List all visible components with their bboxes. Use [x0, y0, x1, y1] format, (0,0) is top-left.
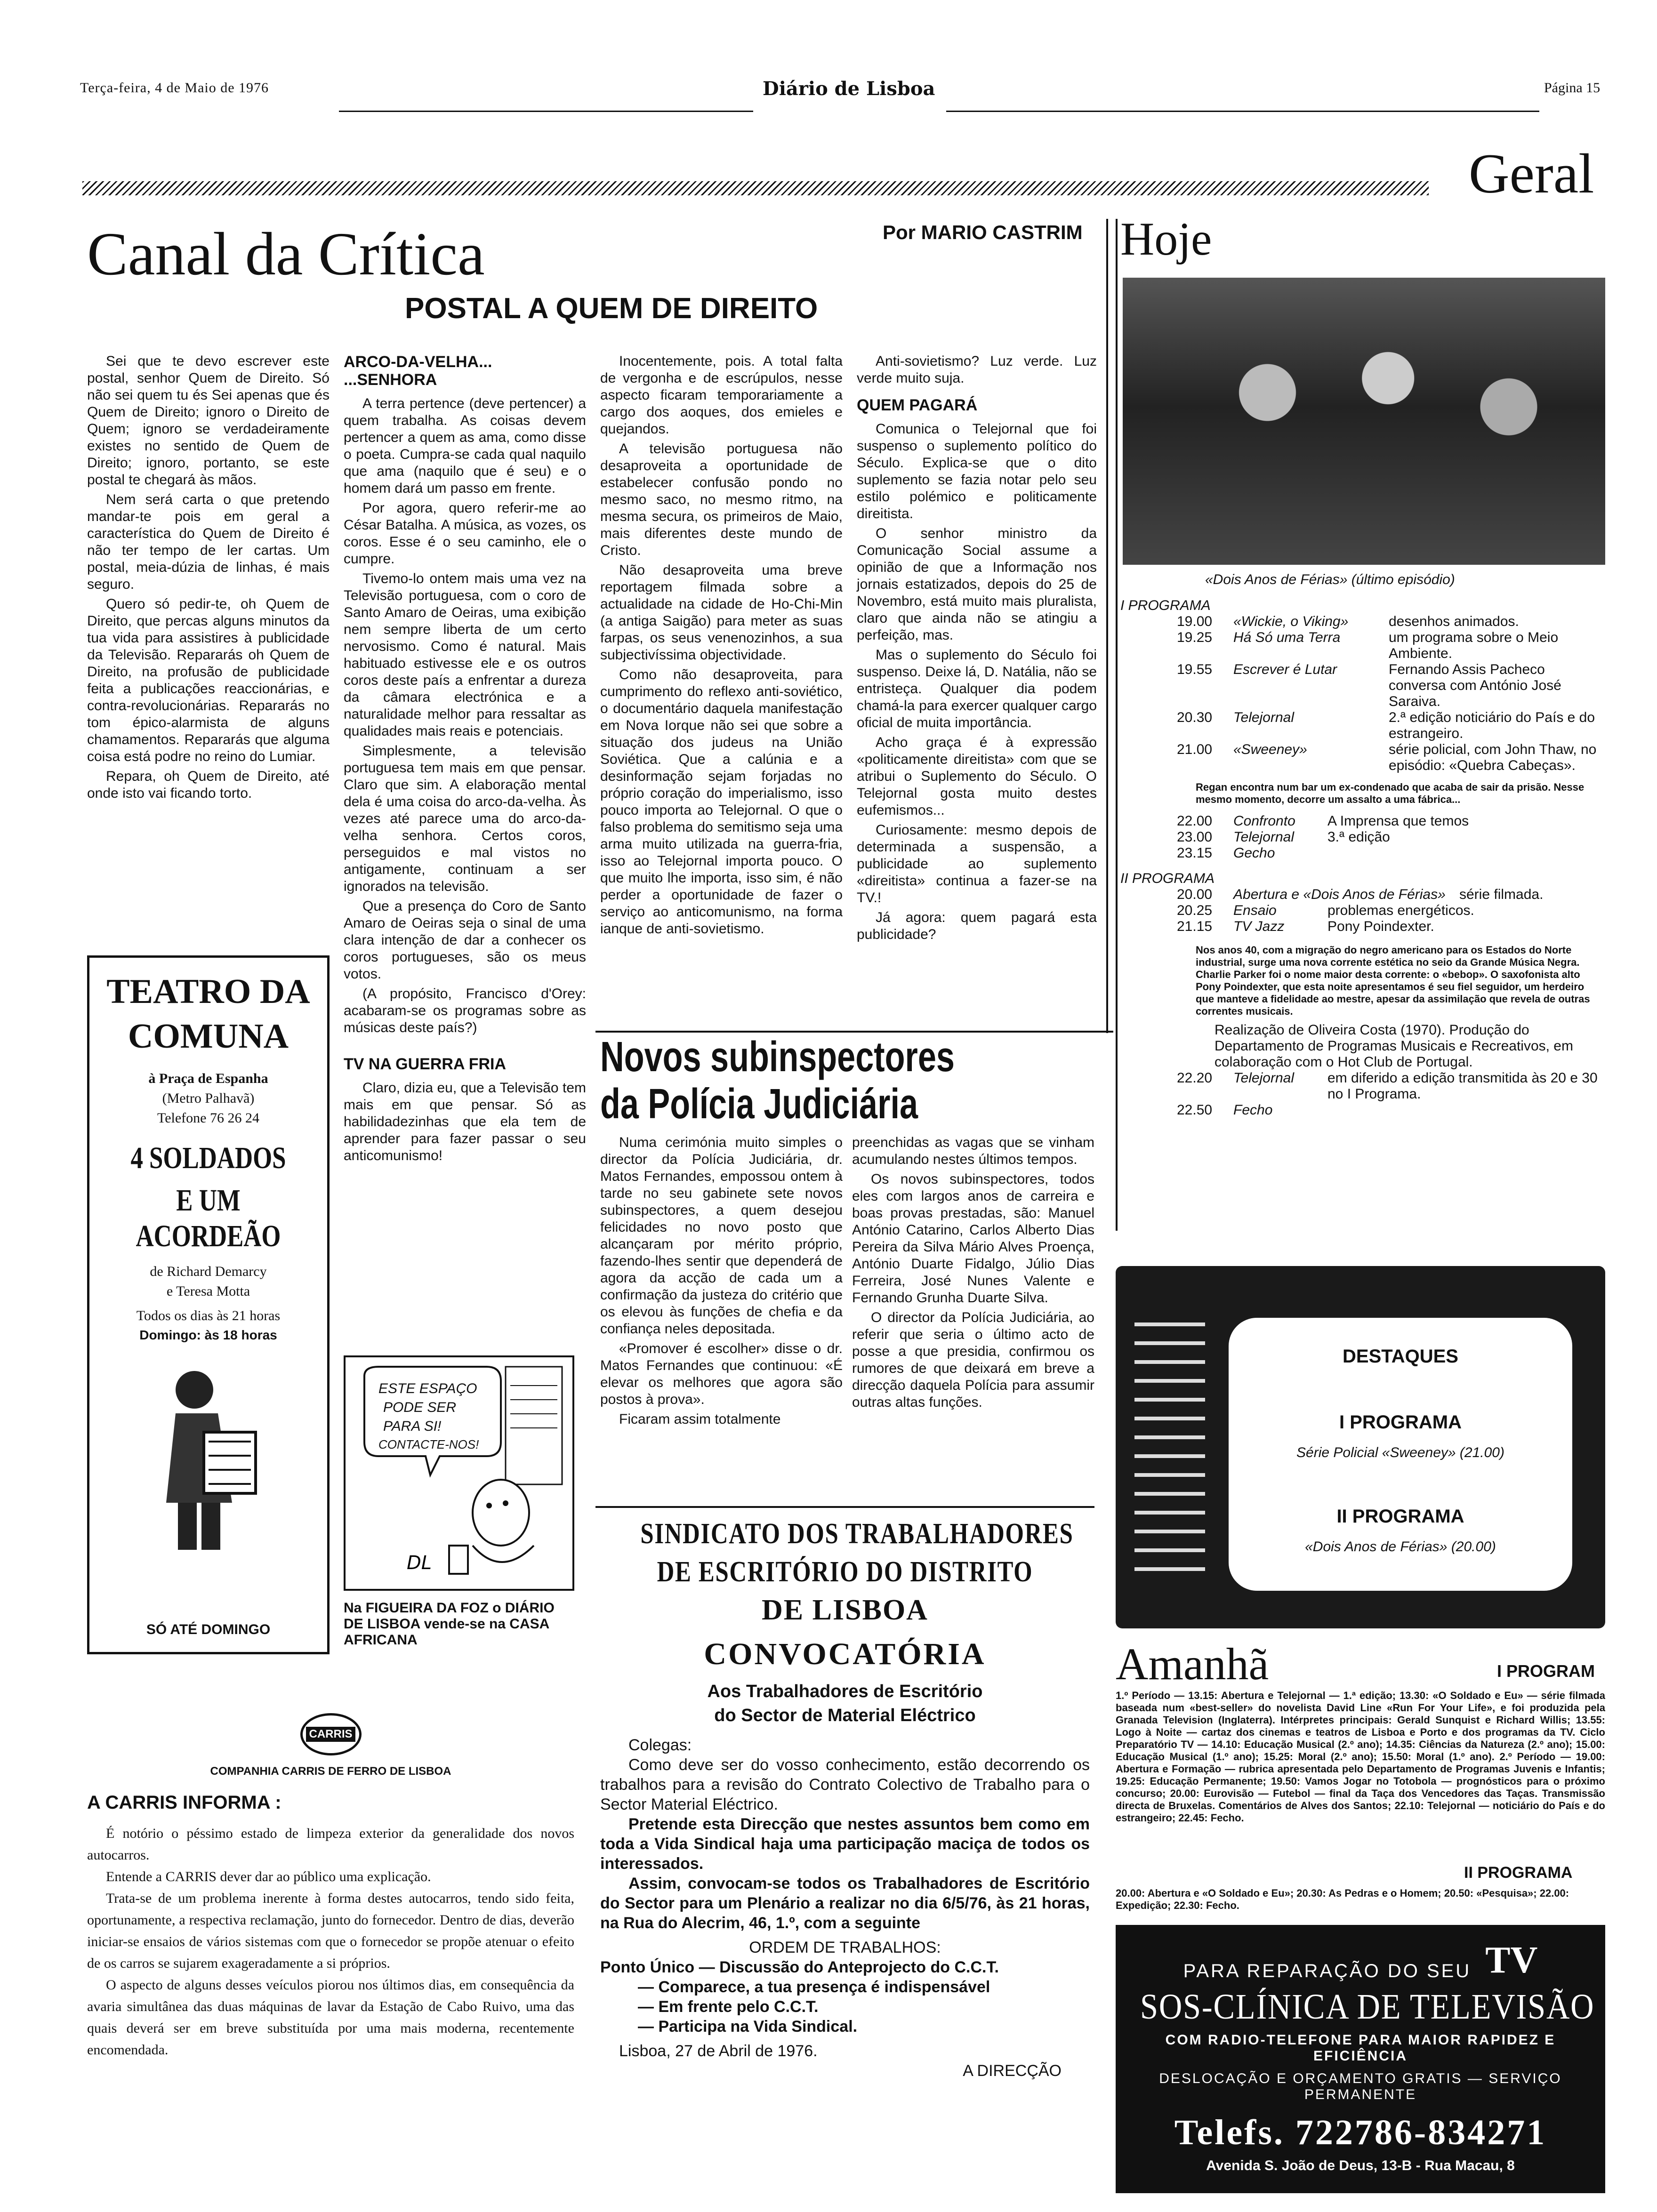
sindicato-sub1: Aos Trabalhadores de Escritório — [707, 1682, 983, 1701]
critica-col3 — [600, 353, 843, 940]
sos-address: Avenida S. João de Deus, 13-B - Rua Macau, 8 — [1206, 2158, 1515, 2173]
listing-name: Abertura e «Dois Anos de Férias» — [1233, 887, 1446, 902]
paragraph: Pretende esta Direcção que nestes assuntos bem como em toda a Vida Sindical haja uma participação maciça de todos os interessados. — [600, 1815, 1090, 1873]
ad-authors-2: e Teresa Motta — [166, 1283, 250, 1299]
destaques-title: DESTAQUES — [1343, 1346, 1458, 1367]
paragraph: Trata-se de um problema inerente à forma destes autocarros, tendo sido feita, oportunamente, a respectiva reclamação, junto do fornecedor. Dentro de dias, deverão iniciar-se ensaios de vários sistemas com que o fornecedor se propõe atenuar o efeito de os carros se sujarem exageradamente a si próprios. — [87, 1891, 574, 1971]
paragraph: preenchidas as vagas que se vinham acumulando nestes últimos tempos. — [852, 1135, 1094, 1167]
sos-line3: COM RADIO-TELEFONE PARA MAIOR RAPIDEZ E EFICIÊNCIA — [1165, 2032, 1556, 2064]
listing-time: 20.00 — [1177, 887, 1213, 902]
bubble-line1: ESTE ESPAÇO — [378, 1381, 477, 1396]
listing-time: 23.15 — [1177, 845, 1213, 861]
listing-note: Regan encontra num bar um ex-condenado que acaba de sair da prisão. Nesse mesmo momento, decorre um assalto a uma fábrica... — [1196, 781, 1585, 805]
paragraph: Tivemo-lo ontem mais uma vez na Televisão portuguesa, com o coro de Santo Amaro de Oeiras, uma exibição nem sempre liberta de um certo nervosismo. Como é natural. Mais habituado estivesse ele e os outros coros deste país a enfrentar a dureza da câmara electrónica e a naturalidade melhor para ressaltar as qualidades mais reais e potenciais. — [344, 571, 586, 739]
pj-col1 — [600, 1134, 843, 1431]
paragraph: O aspecto de alguns desses veículos piorou nos últimos dias, em consequência da avaria simultânea das duas máquinas de lavar da Estação de Cabo Ruivo, uma das quais deverá ser em breve substituída por uma mais moderna, recentemente encomendada. — [87, 1977, 574, 2058]
prog1b-list — [1177, 813, 1605, 861]
listing-desc: 3.ª edição — [1327, 829, 1390, 845]
destaques-p2-item: «Dois Anos de Férias» (20.00) — [1305, 1539, 1496, 1555]
ad-until: SÓ ATÉ DOMINGO — [146, 1622, 271, 1637]
photo-caption: «Dois Anos de Férias» (último episódio) — [1205, 572, 1455, 587]
accordion-player-illustration — [138, 1362, 279, 1555]
cartoon-box — [344, 1355, 574, 1591]
ad-metro: (Metro Palhavã) — [162, 1090, 255, 1106]
carris-logo — [300, 1713, 362, 1755]
pj-headline-1: Novos subinspectores — [600, 1034, 955, 1081]
pj-col2 — [852, 1134, 1094, 1414]
bubble-line2: PODE SER — [383, 1400, 457, 1415]
destaques-tv — [1116, 1266, 1605, 1628]
sindicato-notice — [595, 1506, 1094, 2209]
paragraph: Repara, oh Quem de Direito, até onde isto vai ficando torto. — [87, 769, 330, 801]
paragraph: Como deve ser do vosso conhecimento, estão decorrendo os trabalhos para a revisão do Contrato Colectivo de Trabalho para o Sector Material Eléctrico. — [600, 1756, 1090, 1813]
paragraph: Ficaram assim totalmente — [619, 1411, 781, 1427]
listing-desc — [1327, 845, 1605, 861]
listing-time: 20.25 — [1177, 903, 1213, 918]
listing-credits: Realização de Oliveira Costa (1970). Produção do Departamento de Programas Musicais e Recreativos, em colaboração com o Hot Club de Portugal. — [1215, 1022, 1573, 1070]
sos-line2: SOS-CLÍNICA DE TELEVISÃO — [1140, 1987, 1595, 2027]
listing-name: Ensaio — [1233, 903, 1277, 918]
listing-row — [1177, 829, 1605, 845]
sindicato-bullet1: — Comparece, a tua presença é indispensável — [638, 1978, 990, 1996]
hoje-divider — [1116, 219, 1118, 1231]
listing-row — [1177, 887, 1605, 903]
listing-name: Gecho — [1233, 845, 1275, 861]
ad-address: à Praça de Espanha — [148, 1071, 268, 1086]
teatro-ad — [87, 955, 330, 1654]
paragraph: Nem será carta o que pretendo mandar-te pois em geral a característica do Quem de Direito é não ter tempo de ler cartas. Um postal, meia-dúzia de linhas, é mais seguro. — [87, 492, 330, 592]
paragraph: Entende a CARRIS dever dar ao público uma explicação. — [106, 1869, 431, 1884]
sindicato-body — [595, 1735, 1094, 2081]
listing-time: 22.00 — [1177, 813, 1213, 829]
listing-desc: problemas energéticos. — [1327, 903, 1474, 918]
paragraph: Que a presença do Coro de Santo Amaro de Oeiras seja o sinal de uma clara intenção de dar a conhecer os coros portugueses, são os meus votos. — [344, 898, 586, 982]
listing-desc — [1327, 1102, 1605, 1118]
paragraph: Não desaproveita uma breve reportagem filmada sobre a actualidade na cidade de Ho-Chi-Min (a antiga Saigão) para meter as suas farpas, os seus venenozinhos, a sua subjectivíssima objectividade. — [600, 562, 843, 663]
column-title: Canal da Crítica — [87, 220, 485, 288]
paragraph: Por agora, quero referir-me ao César Batalha. A música, as vozes, os coros. Esse é o seu caminho, ele o cumpre. — [344, 500, 586, 567]
destaques-p1: I PROGRAMA — [1339, 1412, 1462, 1433]
sindicato-ponto: Ponto Único — Discussão do Anteprojecto do C.C.T. — [600, 1958, 999, 1976]
sindicato-line1: SINDICATO DOS TRABALHADORES — [640, 1518, 1074, 1550]
critica-col1 — [87, 353, 330, 805]
header-rule-left — [339, 111, 753, 112]
tv-still-photo — [1123, 278, 1605, 565]
listing-desc: desenhos animados. — [1389, 614, 1519, 629]
hoje-title: Hoje — [1120, 213, 1212, 265]
listing-desc: 2.ª edição noticiário do País e do estrangeiro. — [1389, 710, 1595, 741]
subhead: QUEM PAGARÁ — [857, 396, 978, 414]
paragraph: Inocentemente, pois. A total falta de vergonha e de escrúpulos, nesse aspecto ficaram temporariamente a cargo dos aoques, dos emieles e quejandos. — [600, 353, 843, 437]
ad-play-line2: E UM ACORDEÃO — [136, 1183, 281, 1253]
prog2-list — [1177, 887, 1605, 935]
listing-time: 19.00 — [1177, 614, 1213, 629]
listing-name: Fecho — [1233, 1102, 1273, 1118]
amanha-title: Amanhã — [1116, 1639, 1269, 1689]
listing-desc: série policial, com John Thaw, no episódio: «Quebra Cabeças». — [1389, 742, 1597, 773]
sos-line4: DESLOCAÇÃO E ORÇAMENTO GRATIS — SERVIÇO PERMANENTE — [1159, 2071, 1562, 2102]
prog2b-list — [1177, 1070, 1605, 1118]
sindicato-line2: DE ESCRITÓRIO DO DISTRITO — [657, 1556, 1033, 1588]
listing-desc: Pony Poindexter. — [1327, 919, 1434, 934]
ad-play-line1: 4 SOLDADOS — [130, 1141, 286, 1175]
sindicato-line3: DE LISBOA — [762, 1594, 928, 1626]
listing-row — [1177, 845, 1605, 861]
listing-desc: em diferido a edição transmitida às 20 e 30 no I Programa. — [1327, 1070, 1598, 1102]
sos-tv: TV — [1485, 1940, 1538, 1981]
listing-name: Telejornal — [1233, 1070, 1294, 1086]
listing-time: 20.30 — [1177, 710, 1213, 725]
critica-col2 — [344, 353, 586, 1167]
masthead: Diário de Lisboa — [763, 78, 935, 100]
cartoon-caption: Na FIGUEIRA DA FOZ o DIÁRIO DE LISBOA vende-se na CASA AFRICANA — [344, 1600, 555, 1648]
listing-row — [1177, 1102, 1605, 1118]
listing-row — [1177, 710, 1605, 742]
amanha-prog1-label: I PROGRAM — [1497, 1661, 1595, 1681]
amanha-prog2-label: II PROGRAMA — [1464, 1864, 1573, 1882]
sindicato-ordem: ORDEM DE TRABALHOS: — [749, 1939, 941, 1956]
sindicato-sign: A DIRECÇÃO — [963, 2062, 1062, 2080]
listing-row — [1177, 630, 1605, 662]
sindicato-date: Lisboa, 27 de Abril de 1976. — [619, 2042, 818, 2060]
prog-label: I PROGRAMA — [1120, 598, 1211, 613]
carris-ad — [87, 1713, 574, 2203]
listing-name: Telejornal — [1233, 710, 1294, 725]
sindicato-bullet3: — Participa na Vida Sindical. — [638, 2018, 858, 2036]
listing-name: Há Só uma Terra — [1233, 630, 1341, 645]
sindicato-sub2: do Sector de Material Eléctrico — [714, 1706, 976, 1725]
amanha-prog2-text: 20.00: Abertura e «O Soldado e Eu»; 20.30: As Pedras e o Homem; 20.50: «Pesquisa»; 22.00: Expedição; 22.30: Fecho. — [1116, 1887, 1569, 1911]
listing-row — [1177, 662, 1605, 710]
section-band — [82, 181, 1429, 195]
paragraph: (A propósito, Francisco d'Orey: acabaram-se os programas sobre as músicas deste país?) — [344, 986, 586, 1035]
header-rule-right — [946, 111, 1539, 112]
ad-phone: Telefone 76 26 24 — [157, 1110, 259, 1126]
hoje-listings — [1120, 598, 1605, 1118]
ad-sunday: Domingo: às 18 horas — [139, 1328, 277, 1342]
ad-authors-1: de Richard Demarcy — [150, 1264, 267, 1279]
prog-label: II PROGRAMA — [1120, 871, 1215, 886]
paragraph: Assim, convocam-se todos os Trabalhadores de Escritório do Sector para um Plenário a realizar no dia 6/5/76, às 21 horas, na Rua do Alecrim, 46, 1.º, com a seguinte — [600, 1875, 1090, 1932]
listing-row — [1177, 919, 1605, 935]
paragraph: Quero só pedir-te, oh Quem de Direito, que percas alguns minutos da tua vida para assistires à publicidade da Televisão. Repararás oh Quem de Direito, na profusão de publicidade feita a publicações reaccionárias, e contra-revolucionárias. Repararás no tom épico-alarmista de alguns chamamentos. Repararás que alguma coisa está podre no reino do Lumiar. — [87, 596, 330, 764]
pj-headline-2: da Polícia Judiciária — [600, 1081, 918, 1128]
bubble-line3: PARA SI! — [383, 1419, 442, 1434]
paragraph: «Promover é escolher» disse o dr. Matos Fernandes que continuou: «É elevar os melhores que agora são postos à prova». — [600, 1341, 843, 1407]
paragraph: Já agora: quem pagará esta publicidade? — [857, 910, 1097, 942]
listing-row — [1177, 742, 1605, 774]
paragraph: Acho graça é à expressão «politicamente direitista» com que se atribui o Suplemento do Século. O Telejornal gosta muito destes eufemismos... — [857, 735, 1097, 818]
listing-desc: um programa sobre o Meio Ambiente. — [1389, 630, 1559, 661]
sindicato-convocatoria: CONVOCATÓRIA — [704, 1637, 986, 1671]
subhead: TV NA GUERRA FRIA — [344, 1055, 507, 1073]
paragraph: Numa cerimónia muito simples o director da Polícia Judiciária, dr. Matos Fernandes, empossou ontem à tarde no seu gabinete sete novos subinspectores, a quem desejou felicidades no novo posto que alcançaram por mérito próprio, fazendo-lhes sentir que dependerá de agora da acção de cada um a confirmação da justeza do critério que os elevou às funções de chefia e da confiança neles depositada. — [600, 1135, 843, 1337]
accordion-player-image — [138, 1362, 279, 1555]
carris-company: COMPANHIA CARRIS DE FERRO DE LISBOA — [210, 1765, 451, 1778]
listing-desc: A Imprensa que temos — [1327, 813, 1469, 829]
destaques-p1-item: Série Policial «Sweeney» (21.00) — [1296, 1445, 1504, 1460]
ad-schedule: Todos os dias às 21 horas — [136, 1308, 281, 1323]
listing-row — [1177, 813, 1605, 829]
carris-body — [87, 1823, 574, 2061]
paragraph: Claro, dizia eu, que a Televisão tem mais em que pensar. Só as habilidadezinhas que ela tem de aprender para fazer passar o seu anticomunismo! — [344, 1080, 586, 1163]
listing-name: Telejornal — [1233, 829, 1294, 845]
ad-title-line2: COMUNA — [128, 1017, 289, 1056]
paragraph: Comunica o Telejornal que foi suspenso o suplemento político do Século. Explica-se que o dito suplemento se fazia notar pelo seu estilo polémico e politicamente direitista. — [857, 421, 1097, 521]
listing-name: Escrever é Lutar — [1233, 662, 1337, 677]
byline: Por MARIO CASTRIM — [883, 221, 1083, 243]
destaques-p2: II PROGRAMA — [1336, 1506, 1464, 1527]
paragraph: Sei que te devo escrever este postal, senhor Quem de Direito. Só não sei quem tu és Sei apenas que és Quem de Direito; ignoro o Direito de Quem; ignoro se verdadeiramente existes no sentido de Quem de Direito; ignoro, portanto, se este postal te chegará às mãos. — [87, 353, 330, 488]
section-title: Geral — [1469, 142, 1594, 205]
sos-line1: PARA REPARAÇÃO DO SEU — [1183, 1961, 1472, 1981]
listing-row — [1177, 614, 1605, 630]
paragraph: O senhor ministro da Comunicação Social assume a opinião de que a Informação nos jornais estatizados, depois do 25 de Novembro, está muito mais pluralista, claro que ainda não se atingiu a perfeição, mas. — [857, 526, 1097, 643]
listing-time: 19.25 — [1177, 630, 1213, 645]
listing-row — [1177, 1070, 1605, 1102]
column-divider — [1106, 219, 1108, 1033]
listing-desc: série filmada. — [1459, 887, 1544, 902]
paragraph: Mas o suplemento do Século foi suspenso. Deixe lá, D. Natália, não se entristeça. Qualquer dia podem chamá-la para exercer qualquer cargo oficial de muita importância. — [857, 647, 1097, 730]
listing-note: Nos anos 40, com a migração do negro americano para os Estados do Norte industrial, surge uma nova corrente estética no seio da Grande Música Negra. Charlie Parker foi o nome maior desta corrente: o «bebop». O saxofonista alto Pony Poindexter, que esta noite apresentamos é seu fiel seguidor, um herdeiro que manteve a fidelidade ao mestre, apesar da assimilação que revela de outras correntes musicais. — [1196, 944, 1590, 1017]
listing-name: «Wickie, o Viking» — [1233, 614, 1349, 629]
critica-col4 — [857, 353, 1097, 946]
sindicato-colegas: Colegas: — [628, 1736, 692, 1754]
listing-name: «Sweeney» — [1233, 742, 1307, 757]
paragraph: Anti-sovietismo? Luz verde. Luz verde muito suja. — [857, 353, 1097, 386]
headline: POSTAL A QUEM DE DIREITO — [405, 292, 818, 325]
page-number: Página 15 — [1544, 80, 1601, 96]
ad-title-line1: TEATRO DA — [106, 972, 310, 1011]
prog1-list — [1177, 614, 1605, 774]
paragraph: O director da Polícia Judiciária, ao referir que seria o último acto de posse a que presidia, confirmou os rumores de que deixará em breve a direcção daquela Polícia para assumir outras altas funções. — [852, 1310, 1094, 1410]
carris-logo-text: CARRIS — [306, 1727, 355, 1742]
paragraph: A televisão portuguesa não desaproveita a oportunidade de estabelecer confusão pondo no mesmo saco, no mesmo ritmo, na mesma secura, os primeiros de Maio, mais diferentes deste mundo de Cristo. — [600, 441, 843, 558]
paragraph: Os novos subinspectores, todos eles com largos anos de carreira e boas provas prestadas, são: Manuel António Catarino, Carlos Alberto Dias Pereira da Silva Mário Alves Proença, António Duarte Fidalgo, Júlio Dias Ferreira, José Nunes Valente e Fernando Grunha Duarte Silva. — [852, 1171, 1094, 1306]
paragraph: Como não desaproveita, para cumprimento do reflexo anti-soviético, o documentário daquela manifestação em Nova Iorque não sei que sobre a situação dos judeus na União Soviética. Que a calúnia e a desinformação sejam forjadas no próprio coração do imperialismo, isso pouco importa ao Telejornal. O que o falso problema do semitismo seja uma arma muito utilizada na guerra-fria, isso ao Telejornal importa pouco. O que muito lhe importa, isso sim, é não perder a oportunidade de fazer o serviço ao anticomunismo, na forma ianque de anti-sovietismo. — [600, 667, 843, 937]
carris-title: A CARRIS INFORMA : — [87, 1792, 282, 1813]
paragraph: Simplesmente, a televisão portuguesa tem mais em que pensar. Claro que sim. A elaboração mental dela é uma coisa do arco-da-velha. Às vezes até parece uma do arco-da-velha senhora. Certos coros, perseguidos e mal vistos no antigamente, continuam a ser ignorados na televisão. — [344, 743, 586, 894]
listing-row — [1177, 903, 1605, 919]
listing-desc: Fernando Assis Pacheco conversa com António José Saraiva. — [1389, 662, 1561, 709]
paragraph: É notório o péssimo estado de limpeza exterior da generalidade dos novos autocarros. — [87, 1826, 574, 1863]
listing-time: 22.50 — [1177, 1102, 1213, 1118]
bubble-line4: CONTACTE-NOS! — [378, 1437, 479, 1451]
paragraph: Curiosamente: mesmo depois de determinada a suspensão, a publicidade ao suplemento «direitista» continua a fazer-se na TV.! — [857, 822, 1097, 906]
listing-time: 21.00 — [1177, 742, 1213, 757]
listing-name: TV Jazz — [1233, 919, 1285, 934]
pj-divider — [595, 1031, 1113, 1033]
paragraph: A terra pertence (deve pertencer) a quem trabalha. As coisas devem pertencer a quem as ama, como disse o poeta. Cumpra-se cada qual naquilo que ama (naquilo que é seu) e o homem dará um passo em frente. — [344, 396, 586, 496]
amanha-prog1-text: 1.º Período — 13.15: Abertura e Telejornal — 1.ª edição; 13.30: «O Soldado e Eu» — série filmada baseada num «best-seller» do novelista David Line «Run For Your Life», e foi produzida pela Granada Television (Inglaterra). Intérpretes principais: Gerald Sunquist e Richard Willis; 13.55: Logo à Noite — cartaz dos cinemas e teatros de Lisboa e Porto e dos programas da TV. Ciclo Preparatório TV — 14.10: Educação Musical (2.º ano); 14.35: Ciências da Natureza (2.º ano); 15.00: Educação Musical (1.º ano); 15.25: Moral (2.º ano); 15.50: Moral (1.º ano). 2.º Período — 19.00: Abertura e Formação — rubrica apresentada pelo Departamento de Programas Juvenis e Infantis; 19.25: Educação Permanente; 19.50: Vamos Jogar no Totobola — prognósticos para o próximo concurso; 20.00: Eurovisão — Futebol — final da Taça dos Vencedores das Taças. Transmissão directa de Bruxelas. Comentários de Alves dos Santos; 22.10: Telejornal — noticiário do País e do estrangeiro; 22.45: Fecho. — [1116, 1690, 1605, 1824]
sos-top — [1116, 1939, 1605, 1982]
listing-time: 19.55 — [1177, 662, 1213, 677]
cartoonist-signature: DL — [407, 1552, 432, 1574]
listing-name: Confronto — [1233, 813, 1295, 829]
sindicato-bullet2: — Em frente pelo C.C.T. — [638, 1998, 819, 2016]
listing-time: 21.15 — [1177, 919, 1213, 934]
sos-phone: Telefs. 722786-834271 — [1174, 2113, 1547, 2152]
tv-controls — [1134, 1322, 1205, 1586]
issue-date: Terça-feira, 4 de Maio de 1976 — [80, 80, 269, 96]
subhead: ARCO-DA-VELHA... ...SENHORA — [344, 353, 492, 389]
sos-ad — [1116, 1925, 1605, 2193]
listing-time: 23.00 — [1177, 829, 1213, 845]
listing-time: 22.20 — [1177, 1070, 1213, 1086]
